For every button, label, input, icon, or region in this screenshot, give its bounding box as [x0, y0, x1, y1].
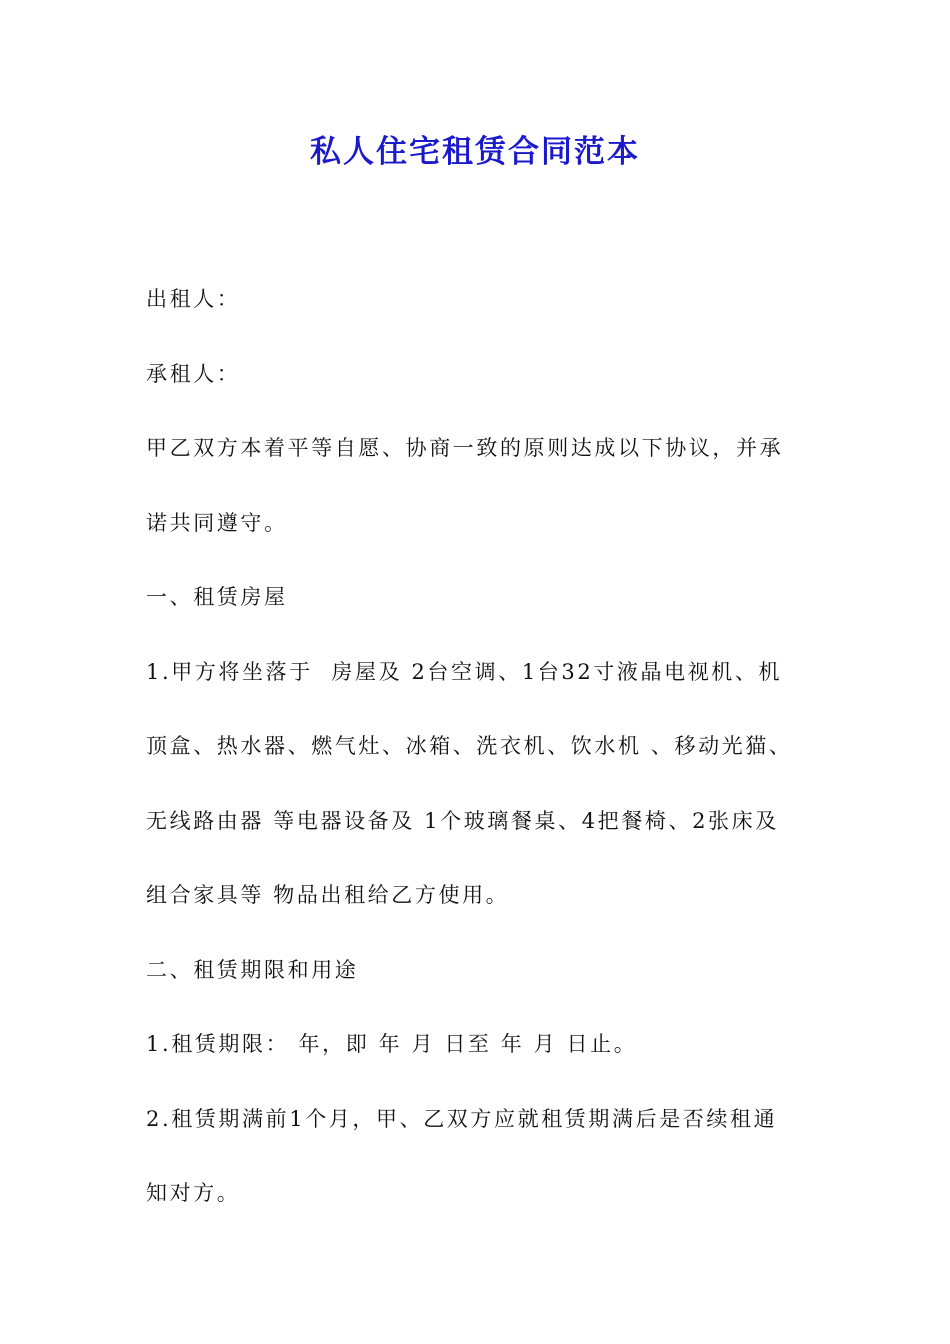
- clause-1-1-line-2: 顶盒、热水器、燃气灶、冰箱、洗衣机、饮水机 、移动光猫、: [146, 734, 793, 758]
- section-heading-1: 一、租赁房屋: [146, 585, 288, 609]
- clause-2-1: 1.租赁期限： 年，即 年 月 日至 年 月 日止。: [146, 1032, 638, 1056]
- clause-2-2-line-2: 知对方。: [146, 1181, 241, 1205]
- clause-2-2-line-1: 2.租赁期满前1个月，甲、乙双方应就租赁期满后是否续租通: [146, 1106, 778, 1131]
- lessee-line: 承租人：: [146, 361, 241, 386]
- clause-1-1-line-1: 1.甲方将坐落于 房屋及 2台空调、1台32寸液晶电视机、机: [146, 659, 783, 684]
- preamble-line-2: 诺共同遵守。: [146, 510, 288, 535]
- document-title: 私人住宅租赁合同范本: [310, 134, 640, 170]
- preamble-line-1: 甲乙双方本着平等自愿、协商一致的原则达成以下协议，并承: [146, 436, 784, 460]
- lessor-line: 出租人：: [146, 287, 241, 311]
- section-heading-2: 二、租赁期限和用途: [146, 957, 359, 982]
- document-body: [146, 262, 810, 1231]
- clause-1-1-line-4: 组合家具等 物品出租给乙方使用。: [146, 883, 510, 907]
- clause-1-1-line-3: 无线路由器 等电器设备及 1个玻璃餐桌、4把餐椅、2张床及: [146, 808, 779, 833]
